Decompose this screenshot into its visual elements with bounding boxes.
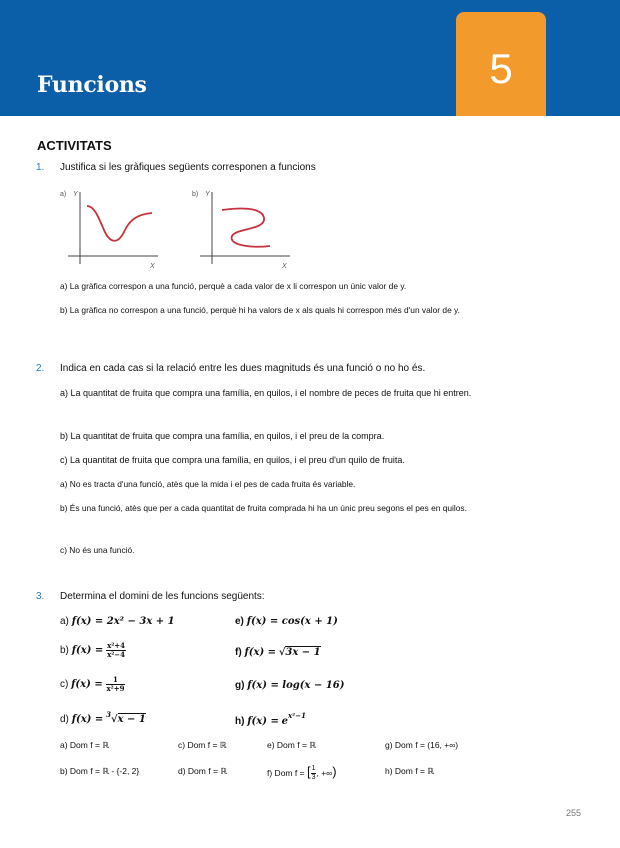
function-b-fraction: $\frac{\text{x²+4}}{\text{x²−4}}$ — [107, 641, 126, 659]
chapter-number-badge — [456, 12, 546, 116]
q2-item-a: a) La quantitat de fruita que compra una família, en quilos, i el nombre de peces de fruita que hi entren. — [60, 388, 472, 398]
section-title: ACTIVITATS — [37, 138, 112, 153]
q1-answer-a: a) La gràfica correspon a una funció, perquè a cada valor de x li correspon un únic valor de y. — [60, 281, 407, 291]
graph-a-label: a) — [60, 191, 67, 198]
question-1-number: 1. — [36, 162, 45, 173]
function-c-fraction: $\frac{1}{\text{x²+9}}$ — [106, 675, 125, 693]
function-e: e) f(x) = cos(x + 1) — [235, 616, 338, 627]
graph-a-x-label: X — [150, 263, 155, 270]
q2-answer-c: c) No és una funció. — [60, 545, 135, 555]
domain-b: b) Dom f = ℝ - {-2, 2} — [60, 766, 140, 776]
question-2-text: Indica en cada cas si la relació entre les dues magnituds és una funció o no ho és. — [60, 363, 426, 374]
q1-answer-b: b) La gràfica no correspon a una funció, perquè hi ha valors de x als quals hi correspon més d'un valor de y. — [60, 305, 460, 315]
graph-a-y-label: Y — [73, 191, 78, 198]
domain-e: e) Dom f = ℝ — [267, 740, 317, 750]
question-2-number: 2. — [36, 363, 45, 374]
function-d: d) f(x) = $^3$√x − 1 — [60, 710, 146, 725]
q2-answer-a: a) No es tracta d'una funció, atès que la mida i el pes de cada fruita és variable. — [60, 479, 356, 489]
domain-a: a) Dom f = ℝ — [60, 740, 110, 750]
question-3-text: Determina el domini de les funcions següents: — [60, 591, 265, 602]
chapter-title: Funcions — [37, 72, 147, 98]
q2-item-b: b) La quantitat de fruita que compra una família, en quilos, i el preu de la compra. — [60, 431, 385, 441]
page-number: 255 — [566, 808, 582, 818]
domain-c: c) Dom f = ℝ — [178, 740, 227, 750]
graph-b — [192, 186, 302, 276]
function-f: f) f(x) = √3x − 1 — [235, 647, 321, 658]
function-c: c) f(x) = $\frac{1}{\text{x²+9}}$ — [60, 675, 125, 693]
function-g: g) f(x) = log(x − 16) — [235, 680, 345, 691]
domain-h: h) Dom f = ℝ — [385, 766, 435, 776]
question-1-text: Justifica si les gràfiques següents corresponen a funcions — [60, 162, 316, 173]
graph-b-label: b) — [192, 191, 199, 198]
graph-b-y-label: Y — [205, 191, 210, 198]
graph-b-curve — [222, 208, 270, 246]
domain-f: f) Dom f = [ $\frac{1}{3}$ , +∞) — [267, 764, 337, 782]
graph-a — [60, 186, 170, 276]
graph-b-x-label: X — [282, 263, 287, 270]
chapter-number: 5 — [489, 45, 513, 92]
domain-d: d) Dom f = ℝ — [178, 766, 228, 776]
function-h: h) $f(x) = e^{x^2-1}$ — [235, 711, 306, 727]
q2-item-c: c) La quantitat de fruita que compra una família, en quilos, i el preu d'un quilo de fruita. — [60, 455, 405, 465]
function-a: a) f(x) = 2x² − 3x + 1 — [60, 616, 175, 627]
function-b: b) f(x) = $\frac{\text{x²+4}}{\text{x²−4}}$ — [60, 641, 126, 659]
question-3-number: 3. — [36, 591, 45, 602]
graph-a-curve — [87, 206, 152, 241]
chapter-header — [0, 0, 620, 116]
domain-g: g) Dom f = (16, +∞) — [385, 740, 459, 750]
q2-answer-b: b) És una funció, atès que per a cada quantitat de fruita comprada hi ha un únic preu segons el pes en quilos. — [60, 503, 467, 513]
